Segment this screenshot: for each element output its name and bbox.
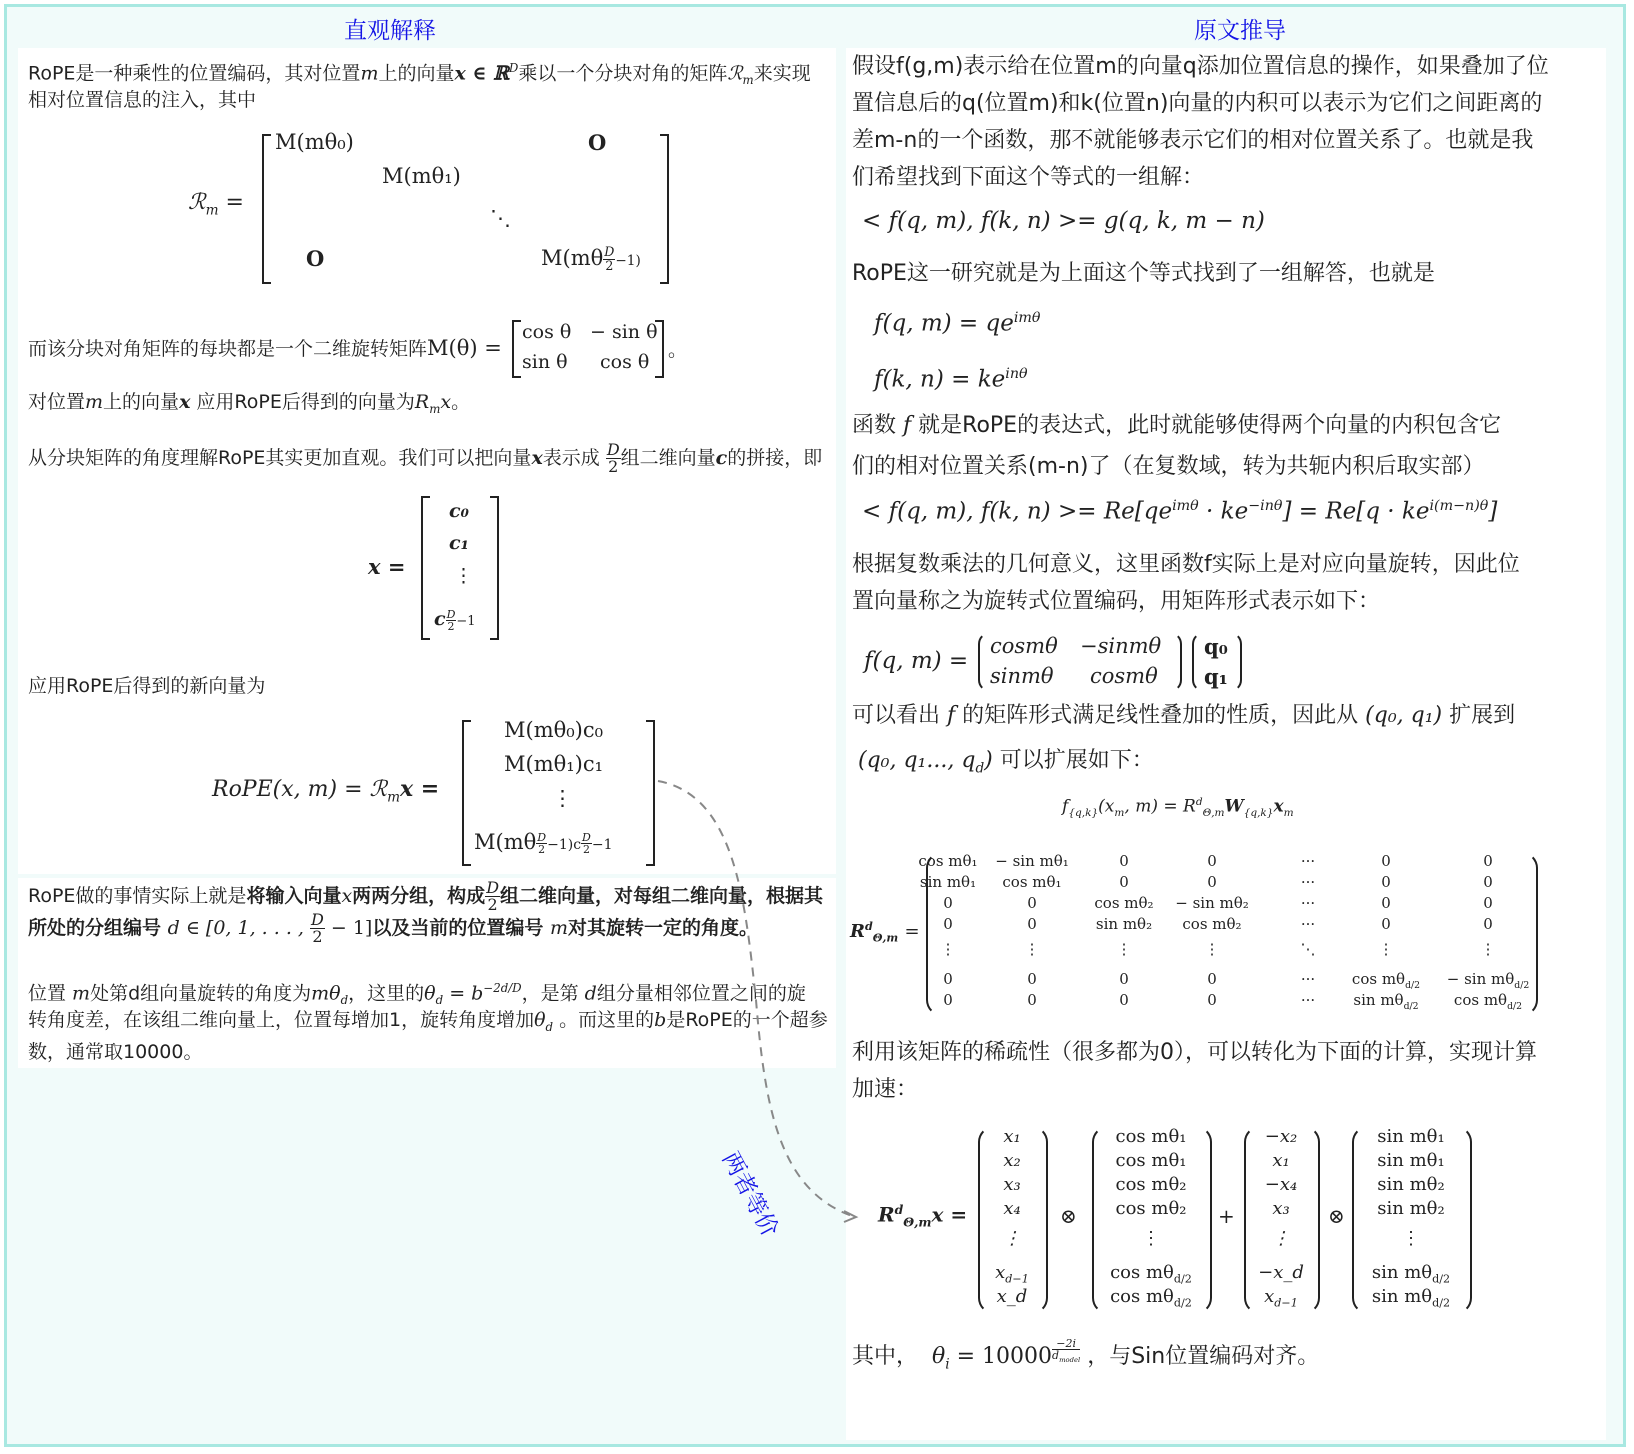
matrix-cell: ···: [1300, 873, 1316, 891]
left-summary-line2: 所处的分组编号 d ∈ [0, 1, . . . , $\frac{D}{2}$ − 1]以及当前的位置编号 m对其旋转一定的角度。: [28, 910, 758, 946]
vector-entry: $x_{d-1}$: [1264, 1286, 1298, 1310]
matrix-cell: 0: [943, 915, 953, 933]
matrix-cell: 0: [1207, 852, 1217, 870]
vector-entry: sin mθ₂: [1377, 1198, 1445, 1219]
matrix-cell: cos mθ₂: [1182, 915, 1242, 933]
vector-entry: x_d: [996, 1286, 1028, 1307]
rotation-matrix-full: $R^d_{\Theta,m}$ = cos mθ₁ − sin mθ₁ 0 0 ··· 0 0 sin mθ₁ cos mθ₁ 0 0 ··· 0 0 0 0 cos mθ₂ − sin mθ₂ ··· 0 0 0 0 sin mθ₂ cos mθ₂ ··· 0 0 ⋮ ⋮ ⋮ ⋮ ⋱ ⋮ ⋮ 0 0 0 0 ··· $\cos m\theta_{d/2}$ − $\sin m\theta_{d/2}$ 0 0 0 0 ··· $\sin m\theta_{d/2}$ $\cos m\theta_{d/2}$: [846, 850, 1606, 1020]
vector-entry: ⋮: [1402, 1228, 1420, 1249]
vector-entry: sin mθ₁: [1377, 1150, 1445, 1171]
matrix-cell: $\cos m\theta_{d/2}$: [1351, 970, 1421, 991]
right-p3-line2: 们的相对位置关系(m-n)了（在复数域，转为共轭内积后取实部）: [852, 454, 1485, 479]
vector-entry: $\cos m\theta_{d/2}$: [1110, 1286, 1192, 1310]
matrix-cell: ⋮: [1116, 940, 1132, 958]
vector-entry: ⋮: [1272, 1228, 1290, 1249]
matrix-cell: cos mθ₁: [918, 852, 978, 870]
matrix-cell: − $\sin m\theta_{d/2}$: [1446, 970, 1530, 991]
matrix-cell: 0: [1207, 970, 1217, 988]
matrix-cell: 0: [1381, 873, 1391, 891]
operator-symbol: +: [1218, 1204, 1235, 1228]
matrix-cell: ···: [1300, 991, 1316, 1009]
matrix-cell: − sin mθ₂: [1175, 894, 1249, 912]
left-summary-line1: RoPE做的事情实际上就是将输入向量x两两分组，构成 $\frac{D}{2}$ 组二维向量，对每组二维向量，根据其: [28, 878, 824, 914]
left-apply-new: 应用RoPE后得到的新向量为: [28, 675, 266, 697]
left-intro-line1: RoPE是一种乘性的位置编码，其对位置m上的向量x ∈ ℝ$^D$乘以一个分块对角的矩阵ℛ$_m$来实现: [28, 61, 811, 88]
right-p1-line3: 差m-n的一个函数，那不就能够表示它们的相对位置关系了。也就是我: [852, 128, 1534, 153]
matrix-cell: sin mθ₁: [919, 873, 977, 891]
matrix-cell: 0: [1207, 873, 1217, 891]
right-p1-line4: 们希望找到下面这个等式的一组解：: [852, 165, 1205, 190]
vector-entry: −x_d: [1258, 1262, 1304, 1283]
matrix-cell: − sin mθ₁: [995, 852, 1069, 870]
left-angle-line2: 转角度差，在该组二维向量上，位置每增加1，旋转角度增加$\theta_d$ 。而这里的b是RoPE的一个超参: [28, 1009, 828, 1034]
fq-equation: f(q, $m) = qe^{im\theta}$: [874, 310, 1041, 337]
matrix-cell: 0: [1027, 970, 1037, 988]
vector-entry: x₃: [1003, 1174, 1021, 1195]
matrix-cell: 0: [1207, 991, 1217, 1009]
matrix-cell: cos mθ₁: [1002, 873, 1062, 891]
vector-entry: sin mθ₂: [1377, 1174, 1445, 1195]
matrix-cell: 0: [943, 991, 953, 1009]
right-p2: RoPE这一研究就是为上面这个等式找到了一组解答，也就是: [852, 261, 1435, 286]
right-p5-line1: 可以看出 f 的矩阵形式满足线性叠加的性质，因此从 (q₀, q₁) 扩展到: [852, 703, 1516, 728]
right-p6-line2: 加速：: [852, 1077, 919, 1102]
re-equation: < f(q, m), f(k, $n) >= Re[qe^{im\theta} \cdot ke^{-in\theta}] = Re[q \cdot ke^{i(m-n)\theta}]$: [862, 498, 1498, 525]
matrix-cell: 0: [1483, 915, 1493, 933]
vector-entry: sin mθ₁: [1377, 1126, 1445, 1147]
vector-entry: x₁: [1003, 1126, 1021, 1147]
matrix-cell: 0: [1381, 852, 1391, 870]
vector-entry: ⋮: [1142, 1228, 1160, 1249]
right-p7: 其中， $\theta_i = 10000$ $\frac{-2i}{d_{model}}$ ，与Sin位置编码对齐。: [852, 1337, 1320, 1373]
vector-entry: −x₄: [1264, 1174, 1298, 1195]
matrix-cell: ···: [1300, 894, 1316, 912]
equivalence-label: 两者等价: [716, 1147, 783, 1242]
left-heading: 直观解释: [344, 18, 436, 44]
matrix-cell: 0: [1483, 873, 1493, 891]
matrix-cell: cos mθ₂: [1094, 894, 1154, 912]
right-p1-line1: 假设f(g,m)表示给在位置m的向量q添加位置信息的操作，如果叠加了位: [852, 54, 1549, 79]
matrix-cell: ···: [1300, 970, 1316, 988]
matrix-cell: 0: [943, 894, 953, 912]
right-p5-line2: (q₀, q₁..., $q_d$) 可以扩展如下：: [858, 748, 1154, 777]
matrix-cell: 0: [1027, 894, 1037, 912]
matrix-cell: 0: [1381, 915, 1391, 933]
vector-entry: cos mθ₂: [1115, 1174, 1187, 1195]
left-concat-text: 从分块矩阵的角度理解RoPE其实更加直观。我们可以把向量x表示成 $\frac{D}{2}$ 组二维向量c的拼接，即: [28, 440, 823, 476]
vector-entry: cos mθ₁: [1115, 1126, 1187, 1147]
matrix-cell: 0: [1027, 991, 1037, 1009]
vector-entry: x₄: [1003, 1198, 1021, 1219]
right-p4-line2: 置向量称之为旋转式位置编码，用矩阵形式表示如下：: [852, 589, 1381, 614]
vector-entry: cos mθ₁: [1115, 1150, 1187, 1171]
vector-entry: cos mθ₂: [1115, 1198, 1187, 1219]
fk-equation: f(k, $n) = ke^{in\theta}$: [874, 366, 1028, 393]
left-apply-text: 对位置m上的向量x 应用RoPE后得到的向量为$R_mx$。: [28, 391, 471, 416]
vector-entry: $\cos m\theta_{d/2}$: [1110, 1262, 1192, 1286]
matrix-cell: 0: [1119, 852, 1129, 870]
vector-entry: x₂: [1003, 1150, 1021, 1171]
matrix-cell: 0: [1483, 852, 1493, 870]
vector-entry: $\sin m\theta_{d/2}$: [1371, 1262, 1451, 1286]
right-p6-line1: 利用该矩阵的稀疏性（很多都为0），可以转化为下面的计算，实现计算: [852, 1040, 1537, 1065]
vector-entry: $x_{d-1}$: [995, 1262, 1029, 1286]
matrix-cell: ⋮: [940, 940, 956, 958]
matrix-cell: $\cos m\theta_{d/2}$: [1453, 991, 1523, 1012]
matrix-cell: 0: [1027, 915, 1037, 933]
vector-entry: $\sin m\theta_{d/2}$: [1371, 1286, 1451, 1310]
left-angle-line1: 位置 m处第d组向量旋转的角度为$m\theta_d$，这里的$\theta_d = b^{-2d/D}$，是第 d组分量相邻位置之间的旋: [28, 981, 806, 1008]
left-intro-line2: 相对位置信息的注入，其中: [28, 89, 257, 111]
fast-computation-equation: $R^d_{\Theta,m}x$ = x₁ x₂ x₃ x₄ ⋮ $x_{d-1}$ x_d cos mθ₁ cos mθ₁ cos mθ₂ cos mθ₂ ⋮ $\cos m\theta_{d/2}$ $\cos m\theta_{d/2}$ −x₂ x₁ −x₄ x₃ ⋮ −x_d $x_{d-1}$ sin mθ₁ sin mθ₁ sin mθ₂ sin mθ₂ ⋮ $\sin m\theta_{d/2}$ $\sin m\theta_{d/2}$ ⊗ + ⊗: [846, 1120, 1606, 1320]
matrix-cell: 0: [1119, 970, 1129, 988]
right-p1-line2: 置信息后的q(位置m)和k(位置n)向量的内积可以表示为它们之间距离的: [852, 91, 1543, 116]
matrix-cell: ···: [1300, 915, 1316, 933]
matrix-cell: 0: [1119, 991, 1129, 1009]
right-heading: 原文推导: [1194, 18, 1286, 44]
matrix-cell: ···: [1300, 852, 1316, 870]
f-qk-equation: $f_{\{q,k\}}(x_m$, $m) = R^d_{\Theta,m}W_{\{q,k\}}x_m$: [1062, 796, 1294, 820]
matrix-cell: ⋮: [1480, 940, 1496, 958]
operator-symbol: ⊗: [1328, 1204, 1345, 1228]
vector-entry: −x₂: [1264, 1126, 1298, 1147]
matrix-cell: 0: [1483, 894, 1493, 912]
left-angle-line3: 数，通常取10000。: [28, 1041, 203, 1063]
inner-product-equation: < f(q, m), f(k, n) >= g(q, k, m − n): [862, 208, 1265, 234]
right-p4-line1: 根据复数乘法的几何意义，这里函数f实际上是对应向量旋转，因此位: [852, 552, 1520, 577]
operator-symbol: ⊗: [1060, 1204, 1077, 1228]
vector-entry: x₃: [1272, 1198, 1290, 1219]
vector-entry: x₁: [1272, 1150, 1290, 1171]
matrix-cell: $\sin m\theta_{d/2}$: [1353, 991, 1419, 1012]
vector-entry: ⋮: [1003, 1228, 1021, 1249]
matrix-cell: sin mθ₂: [1095, 915, 1153, 933]
matrix-cell: ⋮: [1378, 940, 1394, 958]
matrix-cell: ⋱: [1300, 940, 1316, 958]
matrix-cell: ⋮: [1024, 940, 1040, 958]
matrix-cell: 0: [1381, 894, 1391, 912]
left-block-text: 而该分块对角矩阵的每块都是一个二维旋转矩阵M(θ) =: [28, 336, 502, 360]
matrix-cell: 0: [1119, 873, 1129, 891]
matrix-cell: ⋮: [1204, 940, 1220, 958]
right-p3-line1: 函数 f 就是RoPE的表达式，此时就能够使得两个向量的内积包含它: [852, 413, 1502, 438]
matrix-cell: 0: [943, 970, 953, 988]
